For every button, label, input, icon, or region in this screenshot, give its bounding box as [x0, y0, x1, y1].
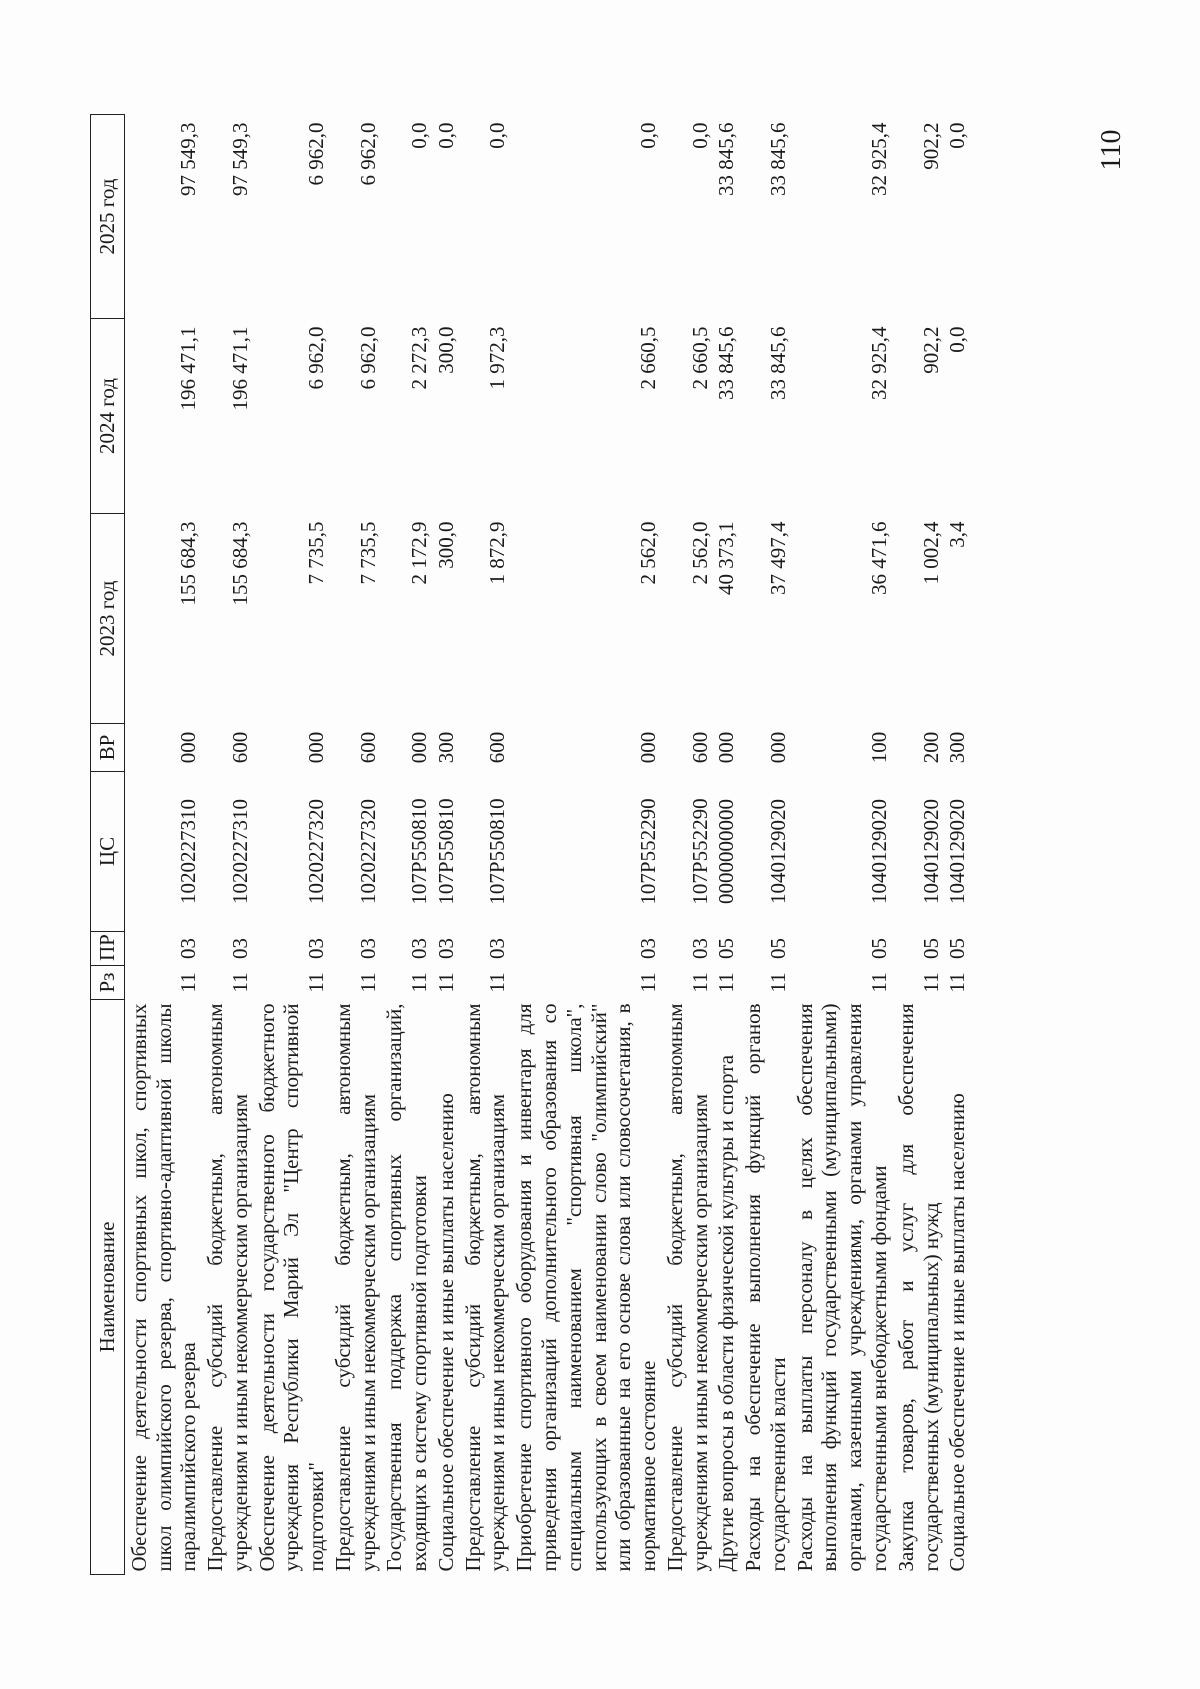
row-2025: 33 845,6 — [714, 122, 739, 196]
row-2023: 36 471,6 — [866, 521, 891, 595]
row-vr: 600 — [485, 731, 510, 764]
row-vr: 000 — [714, 731, 739, 764]
row-cs: 1020227310 — [227, 799, 252, 904]
row-pr: 05 — [714, 938, 739, 959]
row-name: Предоставление субсидий бюджетным, автономным учреждениям и иным некоммерческим организациям — [203, 1003, 252, 1572]
row-name: Государственная поддержка спортивных организаций, входящих в систему спортивной подготовки — [382, 1003, 432, 1572]
row-pr: 05 — [918, 938, 943, 959]
row-pr: 03 — [485, 938, 510, 959]
header-vr: ВР — [91, 724, 125, 772]
row-2025: 0,0 — [407, 122, 432, 149]
row-rz: 11 — [304, 972, 329, 993]
row-pr: 03 — [433, 938, 458, 959]
row-2023: 155 684,3 — [176, 521, 201, 606]
row-rz: 11 — [407, 972, 432, 993]
row-cs: 1040129020 — [918, 799, 943, 904]
row-name: Расходы на выплаты персоналу в целях обеспечения выполнения функций государственными (муниципальными) органами, казенными учреждениями, органами управления государственными внебюджетными фондами — [792, 1003, 891, 1572]
row-2024: 196 471,1 — [227, 326, 252, 411]
row-name: Другие вопросы в области физической культуры и спорта — [714, 1054, 739, 1572]
row-name: Обеспечение деятельности государственного бюджетного учреждения Республики Марий Эл "Центр спортивной подготовки" — [254, 1003, 329, 1572]
row-2024: 2 660,5 — [636, 326, 661, 390]
row-2024: 902,2 — [918, 326, 943, 374]
row-rz: 11 — [485, 972, 510, 993]
row-pr: 05 — [945, 938, 970, 959]
row-rz: 11 — [945, 972, 970, 993]
row-cs: 107P550810 — [485, 798, 510, 905]
header-cs: ЦС — [91, 772, 125, 932]
row-cs: 0000000000 — [714, 799, 739, 904]
row-2024: 6 962,0 — [355, 326, 380, 390]
budget-table-sheet — [90, 115, 1110, 1575]
row-2023: 2 562,0 — [687, 521, 712, 585]
row-2024: 32 925,4 — [866, 326, 891, 400]
row-2025: 32 925,4 — [866, 122, 891, 196]
table-row — [253, 115, 329, 1575]
row-vr: 200 — [918, 731, 943, 764]
table-row — [380, 115, 432, 1575]
row-name: Расходы на обеспечение выполнения функций органов государственной власти — [741, 1003, 790, 1572]
row-name: Предоставление субсидий бюджетным, автономным учреждениям и иным некоммерческим организациям — [460, 1003, 510, 1572]
row-rz: 11 — [433, 972, 458, 993]
row-name: Закупка товаров, работ и услуг для обеспечения государственных (муниципальных) нужд — [893, 1003, 943, 1572]
row-cs: 1020227310 — [176, 799, 201, 904]
table-row — [943, 115, 970, 1575]
row-cs: 1040129020 — [765, 799, 790, 904]
row-rz: 11 — [714, 972, 739, 993]
row-2025: 33 845,6 — [765, 122, 790, 196]
row-vr: 300 — [433, 731, 458, 764]
row-cs: 107P552290 — [687, 798, 712, 905]
table-row — [739, 115, 791, 1575]
row-vr: 600 — [227, 731, 252, 764]
header-name: Наименование — [91, 1000, 125, 1575]
row-2024: 2 272,3 — [407, 326, 432, 390]
row-rz: 11 — [636, 972, 661, 993]
row-2023: 155 684,3 — [227, 521, 252, 606]
row-name: Социальное обеспечение и иные выплаты населению — [433, 1093, 458, 1572]
row-cs: 1020227320 — [304, 799, 329, 904]
row-2024: 33 845,6 — [714, 326, 739, 400]
row-cs: 1040129020 — [866, 799, 891, 904]
row-rz: 11 — [765, 972, 790, 993]
header-pr: ПР — [91, 932, 125, 966]
header-2023: 2023 год — [91, 514, 125, 724]
row-pr: 03 — [636, 938, 661, 959]
row-rz: 11 — [227, 972, 252, 993]
header-2024: 2024 год — [91, 319, 125, 514]
row-cs: 107P552290 — [636, 798, 661, 905]
table-row — [124, 115, 201, 1575]
row-vr: 000 — [176, 731, 201, 764]
row-2024: 6 962,0 — [304, 326, 329, 390]
row-2023: 2 172,9 — [407, 521, 432, 585]
row-2025: 0,0 — [433, 122, 458, 149]
row-2025: 6 962,0 — [355, 122, 380, 186]
row-cs: 1040129020 — [945, 799, 970, 904]
row-vr: 000 — [407, 731, 432, 764]
row-cs: 107P550810 — [407, 798, 432, 905]
table-row — [432, 115, 459, 1575]
row-vr: 000 — [636, 731, 661, 764]
row-rz: 11 — [918, 972, 943, 993]
row-pr: 03 — [304, 938, 329, 959]
table-row — [510, 115, 661, 1575]
row-2023: 2 562,0 — [636, 521, 661, 585]
row-pr: 03 — [227, 938, 252, 959]
row-2023: 1 002,4 — [918, 521, 943, 585]
row-2025: 0,0 — [687, 122, 712, 149]
row-2023: 1 872,9 — [485, 521, 510, 585]
row-2023: 37 497,4 — [765, 521, 790, 595]
row-vr: 000 — [765, 731, 790, 764]
row-vr: 000 — [304, 731, 329, 764]
table-row — [459, 115, 511, 1575]
row-rz: 11 — [176, 972, 201, 993]
row-2024: 2 660,5 — [687, 326, 712, 390]
row-rz: 11 — [866, 972, 891, 993]
row-pr: 03 — [407, 938, 432, 959]
row-2025: 0,0 — [636, 122, 661, 149]
row-2024: 196 471,1 — [176, 326, 201, 411]
row-pr: 05 — [765, 938, 790, 959]
row-2025: 902,2 — [918, 122, 943, 170]
row-2023: 300,0 — [433, 521, 458, 569]
row-vr: 100 — [866, 731, 891, 764]
row-pr: 03 — [355, 938, 380, 959]
row-2024: 300,0 — [433, 326, 458, 374]
row-2025: 97 549,3 — [176, 122, 201, 196]
page-number: 110 — [1096, 129, 1127, 171]
table-row — [791, 115, 892, 1575]
row-2024: 33 845,6 — [765, 326, 790, 400]
row-2023: 7 735,5 — [355, 521, 380, 585]
table-row — [201, 115, 253, 1575]
table-header-row — [91, 115, 125, 1575]
row-2024: 1 972,3 — [485, 326, 510, 390]
row-2023: 7 735,5 — [304, 521, 329, 585]
row-name: Предоставление субсидий бюджетным, автономным учреждениям и иным некоммерческим организациям — [330, 1003, 380, 1572]
row-name: Социальное обеспечение и иные выплаты населению — [945, 1093, 970, 1572]
row-2025: 6 962,0 — [304, 122, 329, 186]
row-2023: 40 373,1 — [714, 521, 739, 595]
budget-table — [90, 114, 970, 1575]
row-rz: 11 — [687, 972, 712, 993]
table-row — [712, 115, 739, 1575]
table-row — [329, 115, 381, 1575]
row-cs: 107P550810 — [433, 798, 458, 905]
table-body — [124, 115, 970, 1575]
row-name: Предоставление субсидий бюджетным, автономным учреждениям и иным некоммерческим организациям — [662, 1003, 712, 1572]
row-2024: 0,0 — [945, 326, 970, 353]
row-pr: 05 — [866, 938, 891, 959]
row-vr: 600 — [355, 731, 380, 764]
row-rz: 11 — [355, 972, 380, 993]
row-name: Обеспечение деятельности спортивных школ, спортивных школ олимпийского резерва, спортивно-адаптивной школы паралимпийского резерва — [126, 1003, 201, 1572]
row-2025: 0,0 — [945, 122, 970, 149]
row-vr: 600 — [687, 731, 712, 764]
row-pr: 03 — [687, 938, 712, 959]
header-rz: Рз — [91, 966, 125, 1000]
row-pr: 03 — [176, 938, 201, 959]
row-name: Приобретение спортивного оборудования и инвентаря для приведения организаций дополнительного образования со специальным наименованием "спортивная школа", использующих в своем наименовании слово "олимпийский" или образованные на его основе слова или словосочетания, в нормативное состояние — [512, 1003, 661, 1572]
row-cs: 1020227320 — [355, 799, 380, 904]
row-2025: 97 549,3 — [227, 122, 252, 196]
header-2025: 2025 год — [91, 115, 125, 319]
row-2025: 0,0 — [485, 122, 510, 149]
table-row — [661, 115, 713, 1575]
table-row — [892, 115, 944, 1575]
row-2023: 3,4 — [945, 521, 970, 548]
row-vr: 300 — [945, 731, 970, 764]
